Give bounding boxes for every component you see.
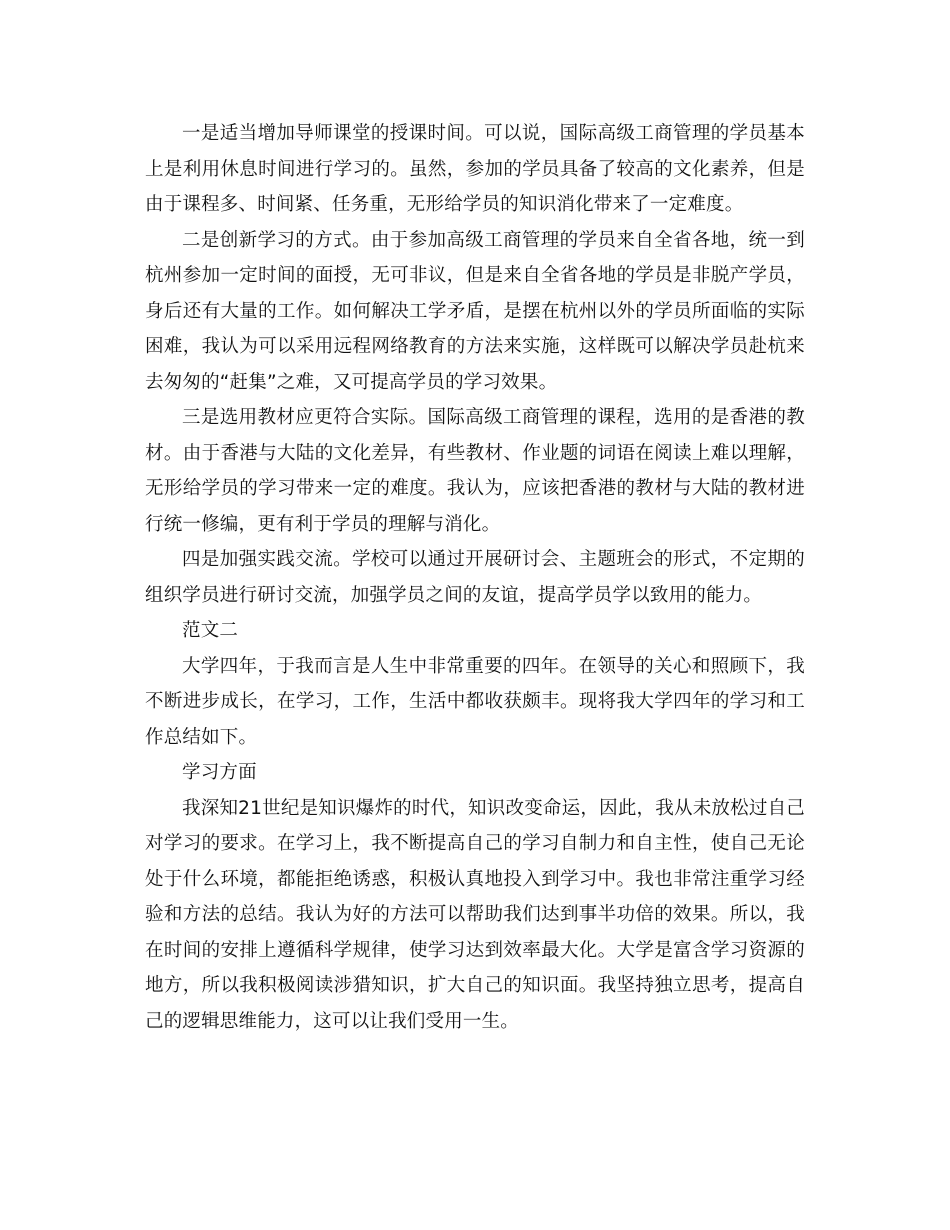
- section-heading-sample-2: 范文二: [182, 620, 239, 641]
- paragraph-suggestion-1: 一是适当增加导师课堂的授课时间。可以说，国际高级工商管理的学员基本上是利用休息时间进行学习的。虽然，参加的学员具备了较高的文化素养，但是由于课程多、时间紧、任务重，无形给学员的知识消化带来了一定难度。: [145, 123, 805, 215]
- paragraph-intro: 大学四年，于我而言是人生中非常重要的四年。在领导的关心和照顾下，我不断进步成长，在学习，工作，生活中都收获颇丰。现将我大学四年的学习和工作总结如下。: [145, 655, 805, 748]
- paragraph-suggestion-2: 二是创新学习的方式。由于参加高级工商管理的学员来自全省各地，统一到杭州参加一定时间的面授，无可非议，但是来自全省各地的学员是非脱产学员，身后还有大量的工作。如何解决工学矛盾，是摆在杭州以外的学员所面临的实际困难，我认为可以采用远程网络教育的方法来实施，这样既可以解决学员赴杭来去匆匆的“赶集”之难，又可提高学员的学习效果。: [145, 229, 805, 393]
- paragraph-suggestion-3: 三是选用教材应更符合实际。国际高级工商管理的课程，选用的是香港的教材。由于香港与大陆的文化差异，有些教材、作业题的词语在阅读上难以理解，无形给学员的学习带来一定的难度。我认为，应该把香港的教材与大陆的教材进行统一修编，更有利于学员的理解与消化。: [145, 407, 805, 535]
- document-body: [145, 116, 805, 1039]
- paragraph-study: 我深知21世纪是知识爆炸的时代，知识改变命运，因此，我从未放松过自己对学习的要求。在学习上，我不断提高自己的学习自制力和自主性，使自己无论处于什么环境，都能拒绝诱惑，积极认真地投入到学习中。我也非常注重学习经验和方法的总结。我认为好的方法可以帮助我们达到事半功倍的效果。所以，我在时间的安排上遵循科学规律，使学习达到效率最大化。大学是富含学习资源的地方，所以我积极阅读涉猎知识，扩大自己的知识面。我坚持独立思考，提高自己的逻辑思维能力，这可以让我们受用一生。: [145, 797, 805, 1032]
- paragraph-suggestion-4: 四是加强实践交流。学校可以通过开展研讨会、主题班会的形式，不定期的组织学员进行研讨交流，加强学员之间的友谊，提高学员学以致用的能力。: [145, 549, 805, 606]
- section-heading-study: 学习方面: [182, 762, 257, 783]
